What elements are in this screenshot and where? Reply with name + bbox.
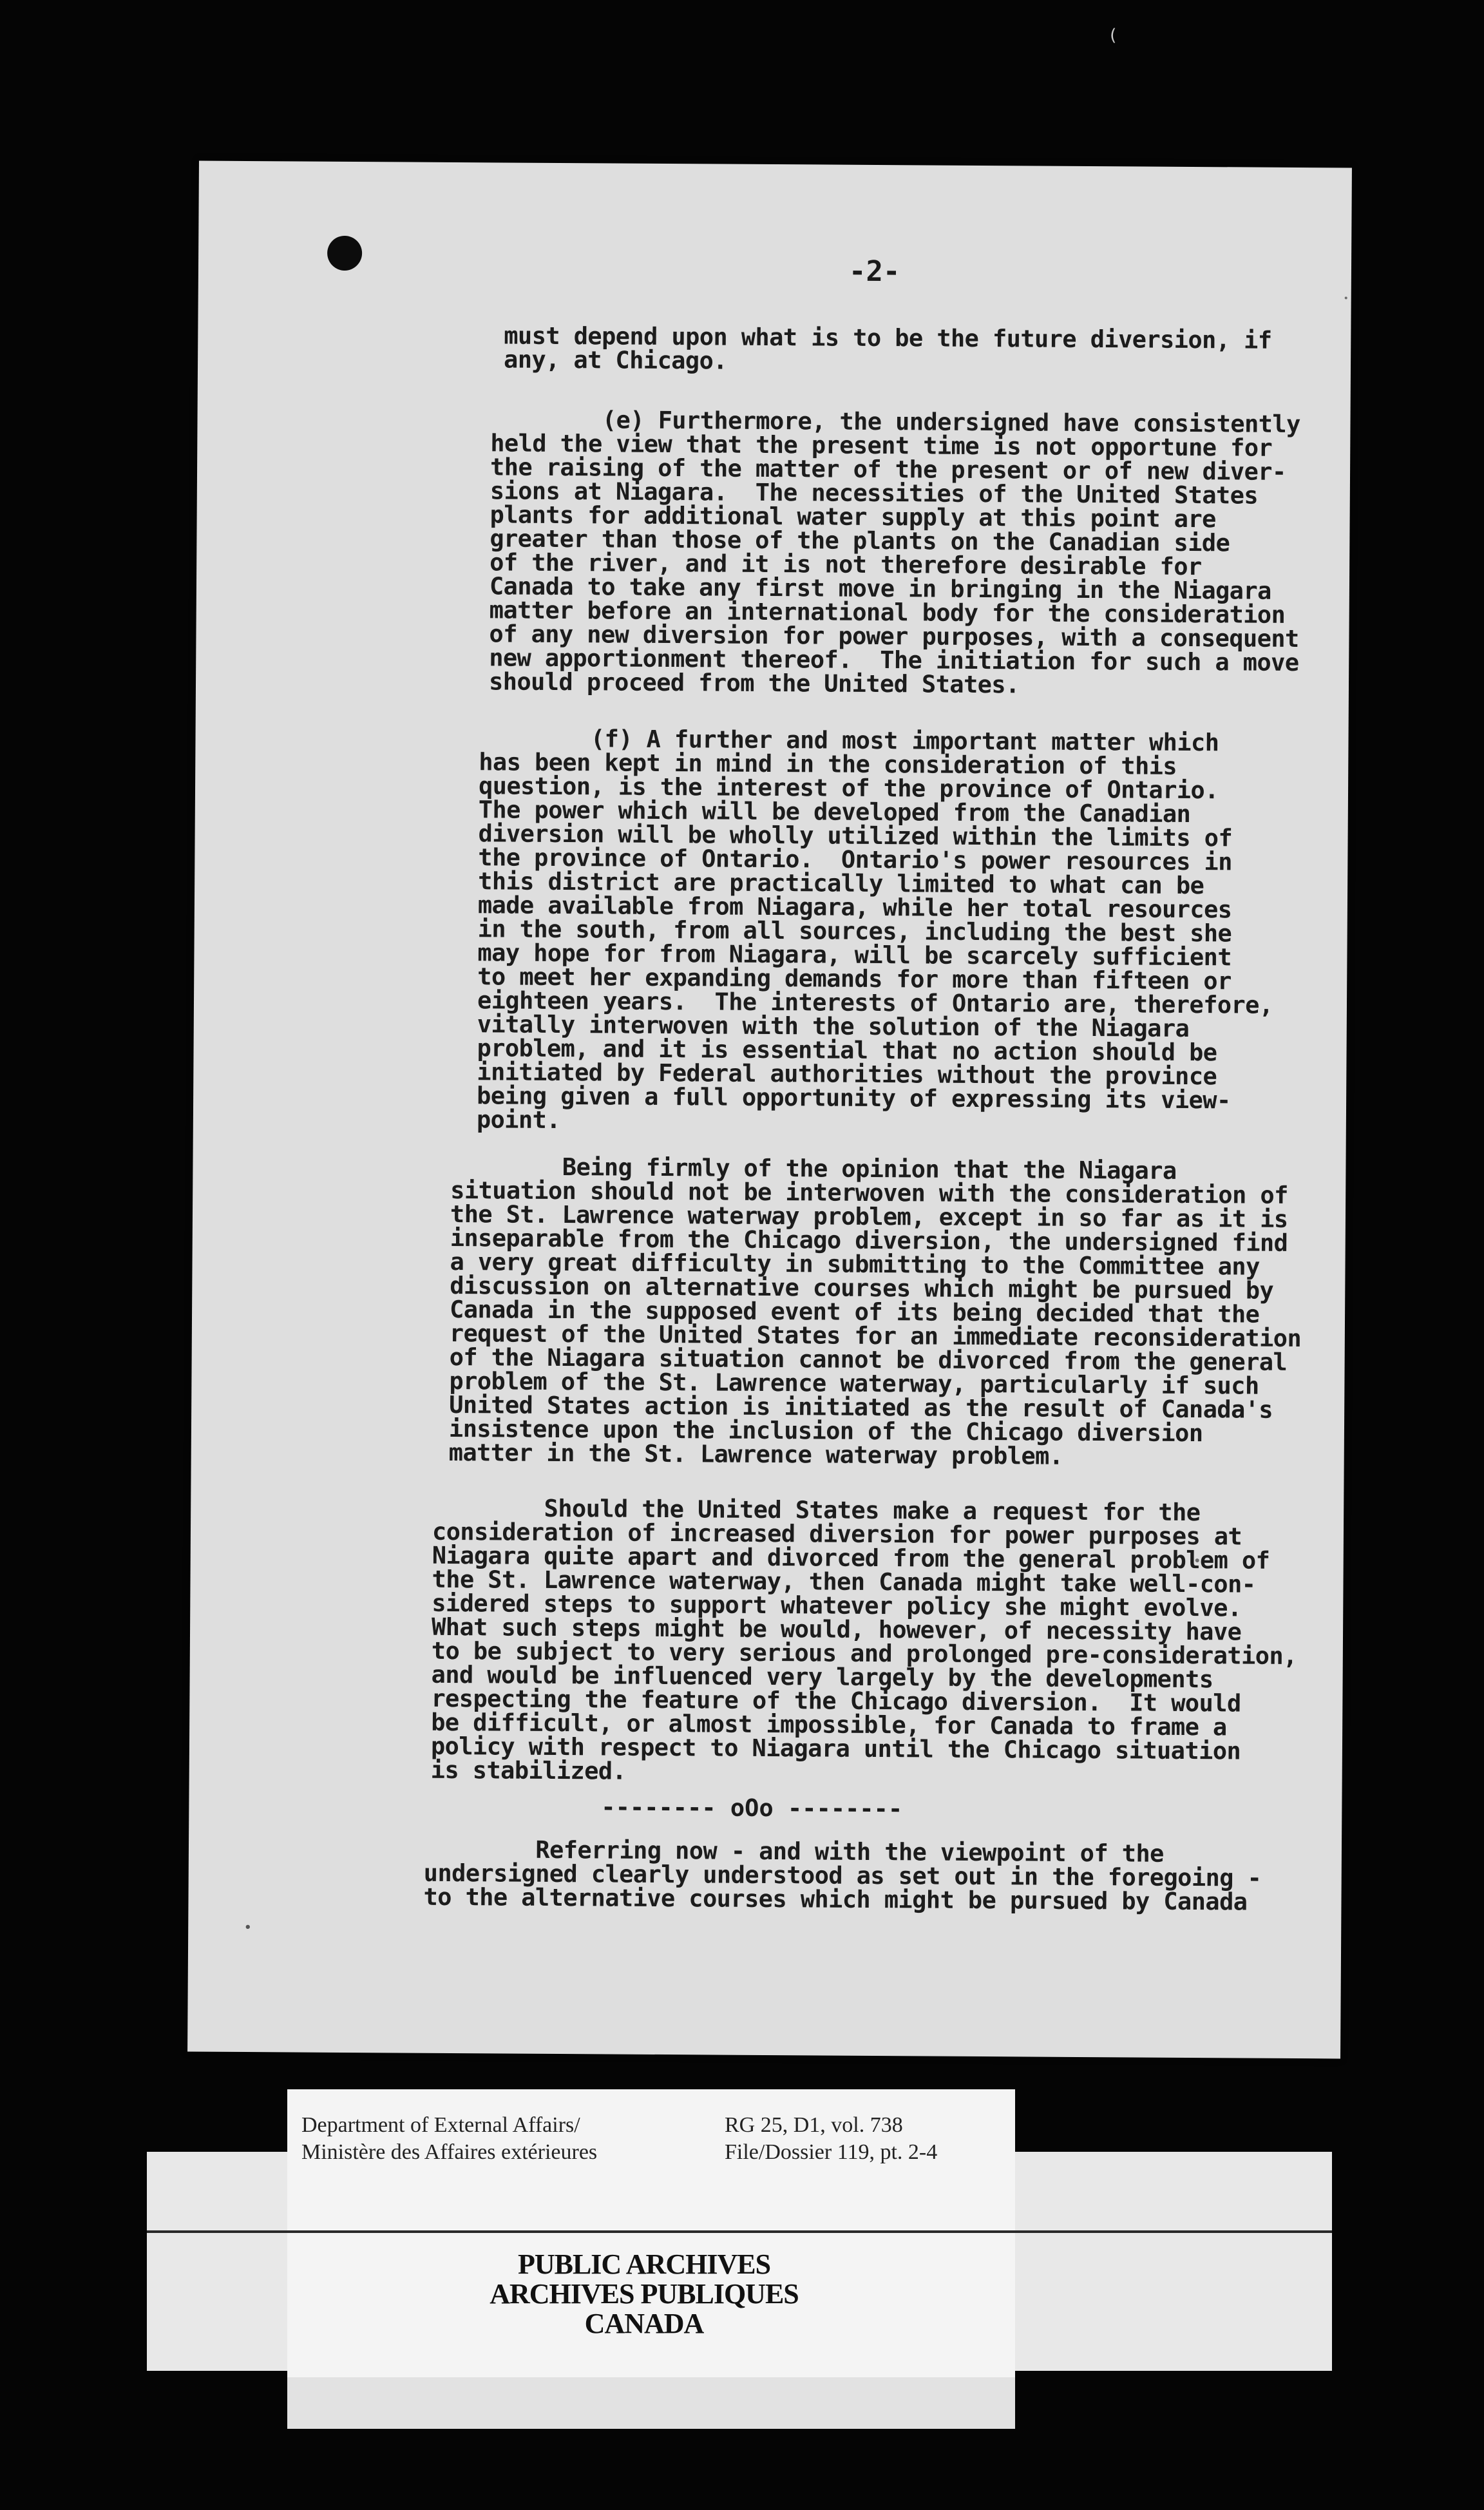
section-divider: -------- oOo -------- <box>601 1793 903 1823</box>
department-fr: Ministère des Affaires extérieures <box>301 2140 598 2164</box>
paragraph-united-states: Should the United States make a request for the consideration of increased diversion for power purposes at Niagara quite apart and divorced from the general problem of the St. Lawrence waterway, then Canada might take well-con- sidered steps to support whatever policy she might evolve. What such steps might be would, however, of necessity have to be subject to very serious and prolonged pre-consideration, and would be influenced very largely by the developments respecting the feature of the Chicago diversion. It would be difficult, or almost impossible, for Canada to frame a policy with respect to Niagara until the Chicago situation is stabilized. <box>430 1493 1297 1785</box>
archive-stamp-strip <box>287 2377 1015 2429</box>
reference-text <box>725 2112 937 2166</box>
corner-mark: ( <box>1108 26 1118 45</box>
punch-hole <box>327 236 362 271</box>
paragraph-e: (e) Furthermore, the undersigned have consistently held the view that the present time is not opportune for the raising of the matter of the present or of new diver- sions at Niagara. The necessities of the United States plants for additional water supply at this point are greater than those of the plants on the Canadian side of the river, and it is not therefore desirable for Canada to take any first move in bringing in the Niagara matter before an international body for the consideration of any new diversion for power purposes, with a consequent new apportionment thereof. The initiation for such a move should proceed from the United States. <box>488 405 1300 699</box>
stamp-line-2: ARCHIVES PUBLIQUES <box>490 2278 799 2310</box>
paragraph-referring: Referring now - and with the viewpoint of the undersigned clearly understood as set out in the foregoing - to the alternative courses which might be pursued by Canada <box>423 1835 1262 1916</box>
speck <box>1345 296 1347 299</box>
record-group: RG 25, D1, vol. 738 <box>725 2113 903 2137</box>
department-en: Department of External Affairs/ <box>301 2113 580 2137</box>
department-text <box>301 2112 597 2166</box>
file-number: File/Dossier 119, pt. 2-4 <box>725 2140 938 2164</box>
stamp-line-1: PUBLIC ARCHIVES <box>517 2248 771 2280</box>
label-rule <box>147 2230 1332 2233</box>
stamp-line-3: CANADA <box>584 2308 704 2339</box>
document-page <box>187 161 1352 2059</box>
page-number: -2- <box>848 254 900 289</box>
paragraph-intro: must depend upon what is to be the future diversion, if any, at Chicago. <box>503 321 1272 375</box>
margin-mark: • <box>243 1920 252 1937</box>
paragraph-niagara: Being firmly of the opinion that the Niagara situation should not be interwoven with the consideration of the St. Lawrence waterway problem, except in so far as it is inseparable from the Chicago diversion, the undersigned find a very great difficulty in submitting to the Committee any discussion on alternative courses which might be pursued by Canada in the supposed event of its being decided that the request of the United States for an immediate reconsideration of the Niagara situation cannot be divorced from the general problem of the St. Lawrence waterway, particularly if such United States action is initiated as the result of Canada's insistence upon the inclusion of the Chicago diversion matter in the St. Lawrence waterway problem. <box>448 1152 1302 1470</box>
paragraph-f: (f) A further and most important matter which has been kept in mind in the consideration of this question, is the interest of the province of Ontario. The power which will be developed from the Canadian diversion will be wholly utilized within the limits of the province of Ontario. Ontario's power resources in this district are practically limited to what can be made available from Niagara, while her total resources in the south, from all sources, including the best she may hope for from Niagara, will be scarcely sufficient to meet her expanding demands for more than fifteen or eighteen years. The interests of Ontario are, therefore, vitally interwoven with the solution of the Niagara problem, and it is essential that no action should be initiated by Federal authorities without the province being given a full opportunity of expressing its view- point. <box>476 724 1273 1135</box>
archives-stamp <box>451 2250 837 2339</box>
